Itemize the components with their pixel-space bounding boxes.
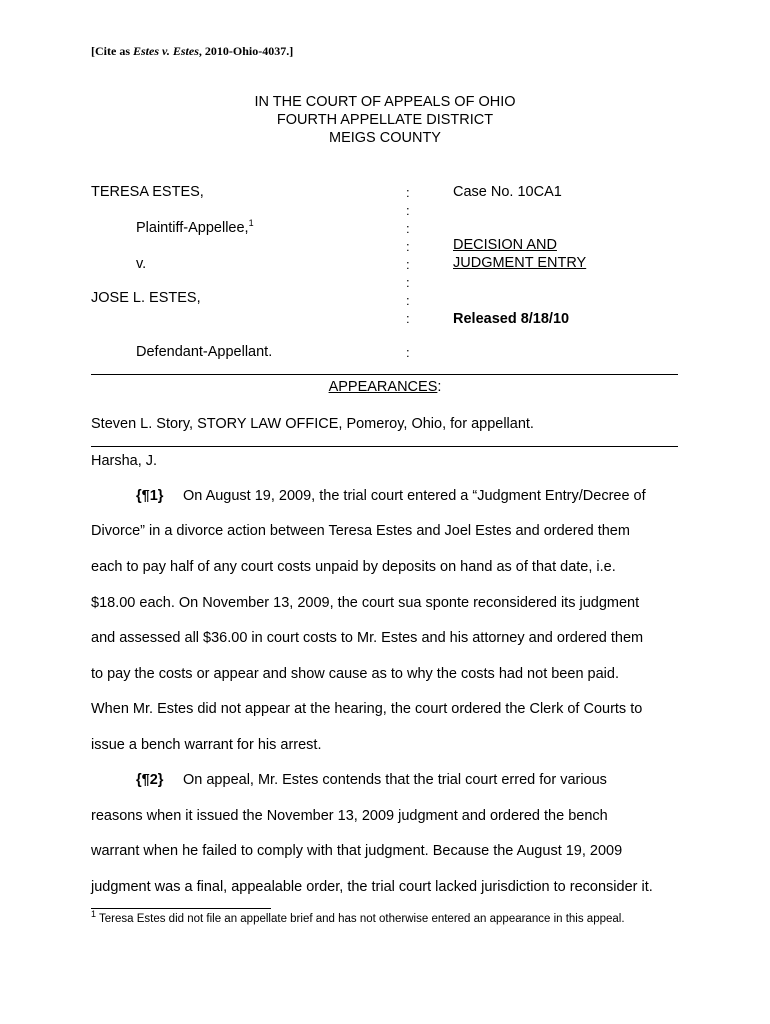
body-line: and assessed all $36.00 in court costs to Mr. Estes and his attorney and ordered them [91, 630, 644, 646]
body-line: to pay the costs or appear and show cause as to why the costs had not been paid. [91, 666, 619, 682]
footnote-separator [91, 908, 271, 909]
citation-suffix: , 2010-Ohio-4037.] [198, 44, 294, 58]
divider [91, 374, 678, 375]
decision-title-line2: JUDGMENT ENTRY [453, 255, 587, 271]
counsel-line: Steven L. Story, STORY LAW OFFICE, Pomeroy, Ohio, for appellant. [91, 416, 534, 432]
body-line: On appeal, Mr. Estes contends that the trial court erred for various [183, 772, 607, 788]
caption-colon: : [406, 345, 410, 360]
caption-colon: : [406, 221, 410, 236]
citation [91, 44, 293, 59]
paragraph-marker: {¶1} [136, 488, 164, 504]
body-line: issue a bench warrant for his arrest. [91, 737, 322, 753]
appearances-heading-colon: : [437, 379, 442, 395]
body-line: $18.00 each. On November 13, 2009, the court sua sponte reconsidered its judgment [91, 595, 640, 611]
caption-colon: : [406, 275, 410, 290]
appearances-heading-label: APPEARANCES [328, 379, 438, 395]
defendant-name: JOSE L. ESTES, [91, 290, 201, 306]
plaintiff-role [136, 220, 254, 236]
opinion-author: Harsha, J. [91, 453, 158, 469]
body-line: judgment was a final, appealable order, the trial court lacked jurisdiction to reconsider it. [91, 879, 653, 895]
caption-colon: : [406, 203, 410, 218]
body-line: warrant when he failed to comply with that judgment. Because the August 19, 2009 [91, 843, 623, 859]
body-line: each to pay half of any court costs unpaid by deposits on hand as of that date, i.e. [91, 559, 616, 575]
footnote-number: 1 [91, 909, 97, 920]
release-date: Released 8/18/10 [453, 311, 570, 327]
citation-case-name: Estes v. Estes [133, 44, 199, 58]
caption-colon: : [406, 239, 410, 254]
versus: v. [136, 256, 147, 272]
body-line: On August 19, 2009, the trial court entered a “Judgment Entry/Decree of [183, 488, 646, 504]
decision-title-line1: DECISION AND [453, 237, 557, 253]
paragraph-marker: {¶2} [136, 772, 164, 788]
plaintiff-role-label: Plaintiff-Appellee, [136, 220, 249, 236]
defendant-role: Defendant-Appellant. [136, 344, 273, 360]
caption-colon: : [406, 311, 410, 326]
court-name: IN THE COURT OF APPEALS OF OHIO [254, 94, 516, 110]
footnote-text: Teresa Estes did not file an appellate brief and has not otherwise entered an appearance in this appeal. [99, 913, 625, 925]
caption-colon: : [406, 293, 410, 308]
court-county: MEIGS COUNTY [329, 130, 441, 146]
case-number: Case No. 10CA1 [453, 184, 562, 200]
court-district: FOURTH APPELLATE DISTRICT [276, 112, 494, 128]
body-line: When Mr. Estes did not appear at the hearing, the court ordered the Clerk of Courts to [91, 701, 643, 717]
divider [91, 446, 678, 447]
caption-colon: : [406, 185, 410, 200]
appearances-heading [0, 379, 770, 395]
caption-colon: : [406, 257, 410, 272]
body-line: Divorce” in a divorce action between Teresa Estes and Joel Estes and ordered them [91, 523, 630, 539]
footnote-ref: 1 [248, 218, 254, 229]
footnote [91, 909, 625, 925]
body-line: reasons when it issued the November 13, 2009 judgment and ordered the bench [91, 808, 608, 824]
plaintiff-name: TERESA ESTES, [91, 184, 204, 200]
citation-prefix: [Cite as [91, 44, 133, 58]
